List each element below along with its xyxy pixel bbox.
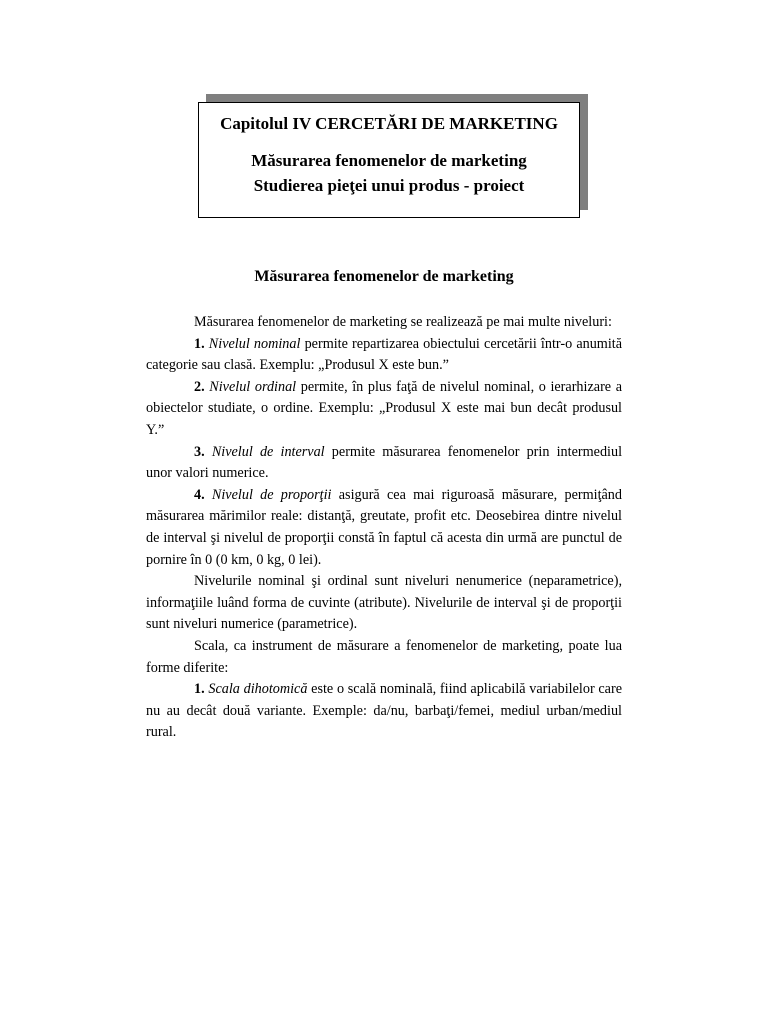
chapter-title-box (198, 102, 580, 218)
term: Nivelul nominal (208, 335, 301, 352)
term: Scala dihotomică (208, 681, 308, 698)
paragraph-text: asigură cea mai riguroasă măsurare, permiţând măsurarea mărimilor reale: distanţă, greutate, profit etc. Deosebirea dintre nivelul de interval şi nivelul de proporţii constă în faptul că acesta din urmă are punctul de pornire în 0 (0 km, 0 kg, 0 lei). (146, 486, 622, 568)
paragraph-scale (146, 636, 622, 679)
paragraph-text: permite repartizarea obiectului cercetării într-o anumită categorie sau clasă. Exemplu: „Produsul X este bun.” (146, 335, 623, 374)
chapter-subtitle-1: Măsurarea fenomenelor de marketing (251, 151, 527, 170)
list-number: 1. (194, 681, 205, 698)
paragraph-scale-dichotomic (146, 679, 622, 744)
chapter-subtitle-2: Studierea pieţei unui produs - proiect (253, 176, 525, 195)
paragraph-text: permite, în plus faţă de nivelul nominal, o ierarhizare a obiectelor studiate, o ordine. Exemplu: „Produsul X este mai bun decât produsul Y.” (146, 378, 623, 438)
paragraph-level-nominal (146, 334, 622, 377)
paragraph-text: Nivelurile nominal şi ordinal sunt niveluri nenumerice (neparametrice), informaţiile luând forma de cuvinte (atribute). Nivelurile de interval şi de proporţii sunt niveluri numerice (parametrice). (146, 573, 622, 633)
paragraph-nonnumeric (146, 571, 622, 636)
title-box-frame (198, 102, 580, 218)
body-text (146, 312, 622, 744)
term: Nivelul ordinal (209, 378, 297, 395)
term: Nivelul de interval (211, 443, 325, 460)
paragraph-text: Scala, ca instrument de măsurare a fenomenelor de marketing, poate lua forme diferite: (146, 637, 622, 676)
paragraph-level-proportions (146, 485, 622, 571)
term: Nivelul de proporţii (211, 486, 332, 503)
list-number: 4. (194, 486, 205, 503)
paragraph-intro (146, 312, 622, 334)
chapter-heading: Capitolul IV CERCETĂRI DE MARKETING (220, 114, 558, 133)
paragraph-level-interval (146, 442, 622, 485)
list-number: 3. (194, 443, 205, 460)
paragraph-level-ordinal (146, 377, 622, 442)
section-title: Măsurarea fenomenelor de marketing (254, 268, 514, 285)
paragraph-text: Măsurarea fenomenelor de marketing se realizează pe mai multe niveluri: (194, 314, 612, 330)
paragraph-text: este o scală nominală, fiind aplicabilă variabilelor care nu au decât două variante. Exemple: da/nu, barbaţi/femei, mediul urban/mediul rural. (146, 681, 623, 741)
paragraph-text: permite măsurarea fenomenelor prin intermediul unor valori numerice. (146, 443, 623, 482)
list-number: 2. (194, 378, 205, 395)
list-number: 1. (194, 335, 205, 352)
